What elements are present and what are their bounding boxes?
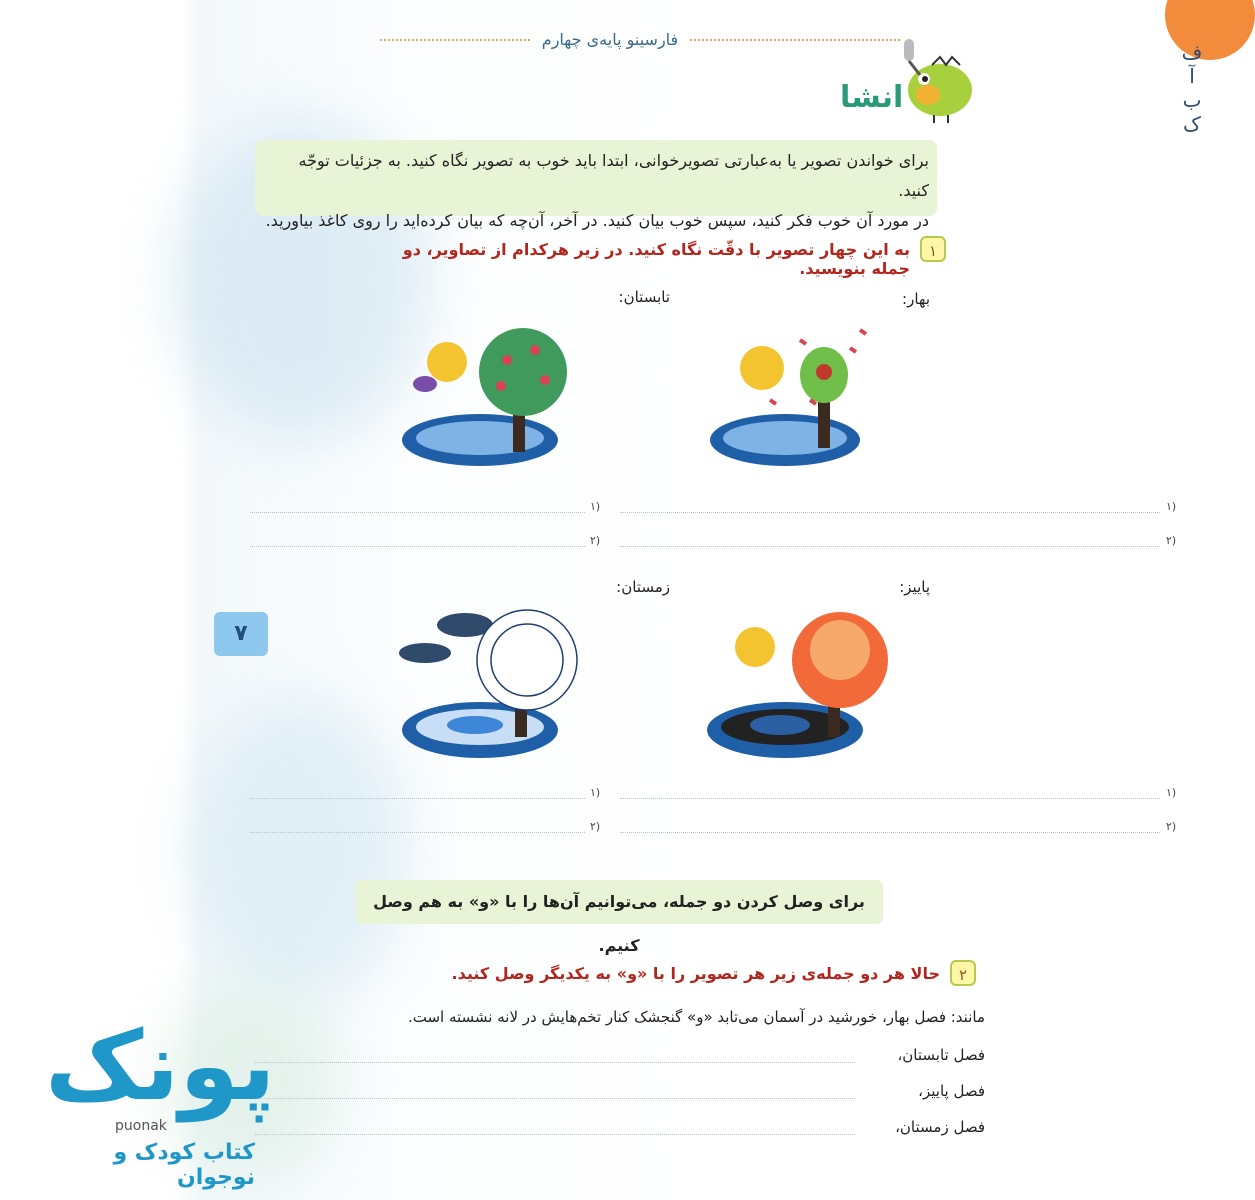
answer-line[interactable] [250,546,585,547]
season-label-spring: بهار: [902,290,930,308]
answer-line[interactable] [620,798,1160,799]
corner-letter: ف [1181,40,1203,64]
answer-line[interactable] [620,832,1160,833]
watercolor-stain [190,700,410,1000]
answer-line[interactable] [255,1062,855,1063]
question-number-badge: ۲ [950,960,976,986]
answer-line-number: ۲) [590,534,601,547]
section-title: انشا [840,80,904,115]
intro-box [255,140,937,230]
answer-label: فصل تابستان، [897,1046,985,1064]
answer-line[interactable] [255,1098,855,1099]
corner-letter: آ [1189,64,1195,88]
season-label-autumn: پاییز: [899,578,930,596]
answer-line-number: ۱) [1166,500,1177,513]
page-number-tab: ۷ [214,612,268,656]
answer-line[interactable] [620,546,1160,547]
answer-label: فصل زمستان، [895,1118,985,1136]
intro-line: برای خواندن تصویر یا به‌عبارتی تصویرخوانی، ابتدا باید خوب به تصویر نگاه کنید. به جزئیات توجّه کنید. [298,151,929,200]
answer-line[interactable] [250,512,585,513]
question-number-badge: ۱ [920,236,946,262]
answer-line-number: ۲) [1166,534,1177,547]
logo-latin: puonak [115,1118,167,1134]
answer-line[interactable] [250,832,585,833]
corner-letters [1172,40,1212,136]
answer-line-number: ۱) [590,786,601,799]
question-text: به این چهار تصویر با دقّت نگاه کنید. در زیر هرکدام از تصاویر، دو جمله بنویسید. [402,240,910,278]
corner-letter: ب [1182,88,1202,112]
book-title: فارسینو پایه‌ی چهارم [541,30,679,49]
header-divider [690,39,900,41]
publisher-logo [25,1010,276,1190]
example-sentence: مانند: فصل بهار، خورشید در آسمان می‌تابد «و» گنجشک کنار تخم‌هایش در لانه نشسته است. [407,1008,985,1026]
answer-line-number: ۱) [1166,786,1177,799]
season-label-winter: زمستان: [616,578,670,596]
answer-line[interactable] [620,512,1160,513]
answer-line[interactable] [250,798,585,799]
bird-mascot-icon [890,35,980,125]
summer-illustration [395,320,595,470]
answer-label: فصل پاییز، [918,1082,985,1100]
intro-line: در مورد آن خوب فکر کنید، سپس خوب بیان کنید. در آخر، آن‌چه که بیان کرده‌اید را روی کاغذ بیاورید. [265,211,929,230]
winter-illustration [395,605,605,765]
season-label-summer: تابستان: [618,288,670,306]
header-divider [380,39,530,41]
answer-line-number: ۲) [1166,820,1177,833]
answer-line[interactable] [255,1134,855,1135]
corner-letter: ک [1183,112,1201,136]
autumn-illustration [700,605,900,765]
answer-line-number: ۱) [590,500,601,513]
answer-line-number: ۲) [590,820,601,833]
spring-illustration [700,320,890,470]
logo-tagline: کتاب کودک و نوجوان [113,1140,255,1190]
question-text: حالا هر دو جمله‌ی زیر هر تصویر را با «و» به یکدیگر وصل کنید. [451,964,940,983]
logo-wordmark: پونک [45,1010,276,1122]
tip-box: برای وصل کردن دو جمله، می‌توانیم آن‌ها را با «و» به هم وصل کنیم. [355,880,883,924]
